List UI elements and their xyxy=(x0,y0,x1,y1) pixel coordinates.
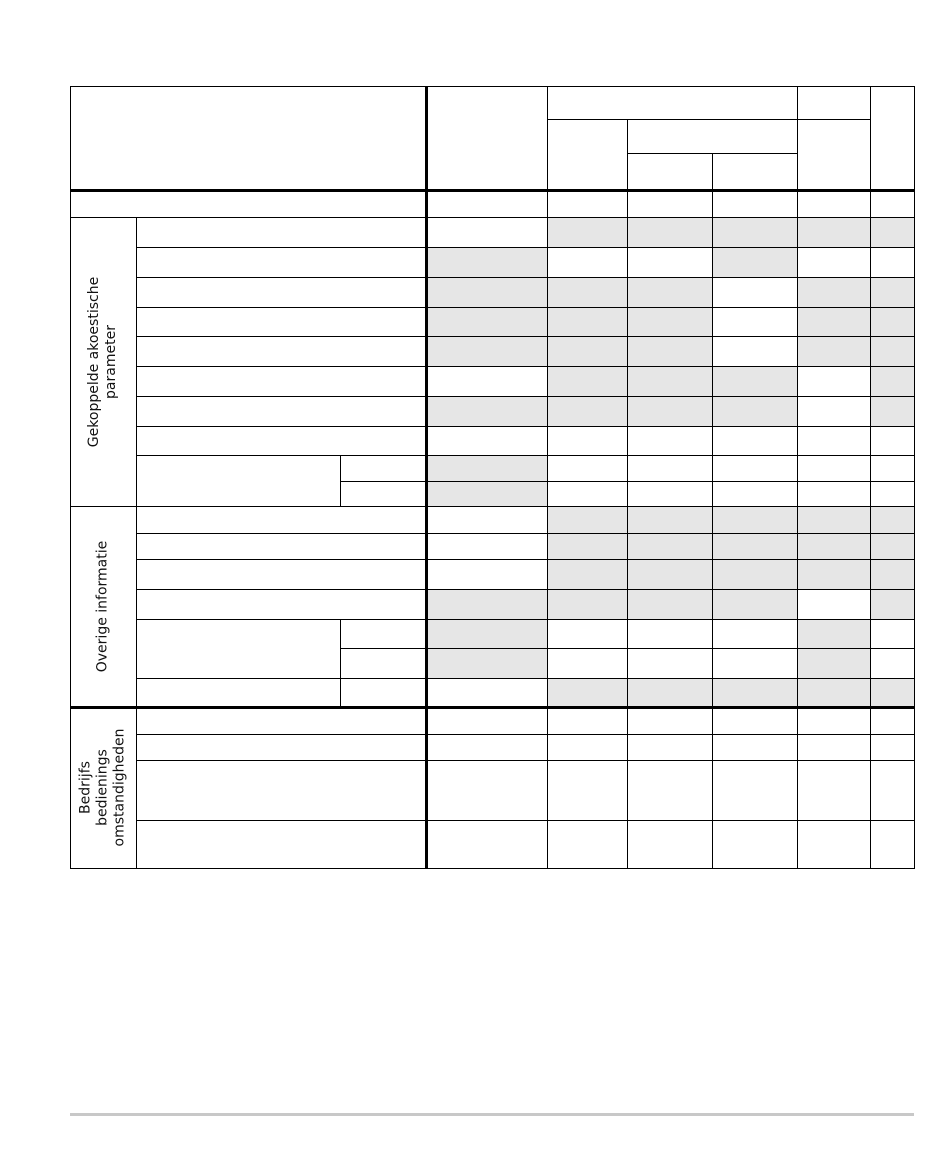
column-divider xyxy=(870,86,871,868)
footer-rule xyxy=(70,1113,914,1116)
column-divider xyxy=(712,190,713,868)
shaded-cell xyxy=(797,506,870,589)
shaded-cell xyxy=(870,336,914,366)
row-rule xyxy=(136,533,915,534)
row-rule xyxy=(136,277,915,278)
row-rule xyxy=(136,455,915,456)
shaded-cell xyxy=(797,307,870,336)
shaded-cell xyxy=(870,506,914,589)
shaded-cell xyxy=(547,307,627,336)
table-border-top xyxy=(70,86,915,87)
header-divider xyxy=(712,153,713,190)
shaded-cell xyxy=(627,396,712,426)
shaded-cell xyxy=(427,247,547,277)
shaded-cell xyxy=(427,307,547,336)
row-rule xyxy=(136,396,915,397)
row-rule xyxy=(136,559,915,560)
shaded-cell xyxy=(547,277,627,307)
shaded-cell xyxy=(427,336,547,366)
shaded-cell xyxy=(712,506,797,589)
shaded-cell xyxy=(627,277,712,307)
row-rule xyxy=(136,247,915,248)
row-rule xyxy=(136,336,915,337)
section-label-acoustic: Gekoppelde akoestische parameter xyxy=(86,276,120,447)
shaded-cell xyxy=(712,366,797,396)
row-rule xyxy=(340,648,915,649)
shaded-cell xyxy=(870,277,914,307)
shaded-cell xyxy=(547,217,627,247)
shaded-cell xyxy=(627,366,712,396)
row-rule-heavy xyxy=(70,189,915,192)
row-rule xyxy=(136,734,915,735)
shaded-cell xyxy=(427,396,547,426)
shaded-cell xyxy=(712,247,797,277)
sublabel-divider xyxy=(340,619,341,707)
shaded-cell xyxy=(627,336,712,366)
table-border-right xyxy=(914,86,915,869)
header-rule xyxy=(547,119,798,120)
shaded-cell xyxy=(712,678,797,707)
shaded-cell xyxy=(712,217,797,247)
row-rule xyxy=(136,820,915,821)
shaded-cell xyxy=(627,307,712,336)
shaded-cell xyxy=(547,366,627,396)
shaded-cell xyxy=(870,396,914,426)
shaded-cell xyxy=(627,678,712,707)
row-rule xyxy=(340,481,915,482)
shaded-cell xyxy=(797,217,870,247)
header-rule xyxy=(797,119,870,120)
shaded-cell xyxy=(712,396,797,426)
shaded-cell xyxy=(427,589,547,619)
shaded-cell xyxy=(870,217,914,247)
shaded-cell xyxy=(627,217,712,247)
section-label-operating: Bedrijfs bedienings omstandigheden xyxy=(77,728,128,847)
shaded-cell xyxy=(870,366,914,396)
column-divider-heavy xyxy=(425,86,428,868)
header-divider xyxy=(627,119,628,190)
shaded-cell xyxy=(627,506,712,589)
row-rule-heavy xyxy=(70,706,915,709)
shaded-cell xyxy=(870,307,914,336)
column-divider xyxy=(547,86,548,868)
row-rule xyxy=(136,589,915,590)
row-rule xyxy=(70,217,915,218)
shaded-cell xyxy=(547,678,627,707)
shaded-cell xyxy=(797,277,870,307)
row-rule xyxy=(136,366,915,367)
row-rule xyxy=(136,678,915,679)
section-divider xyxy=(136,217,137,868)
shaded-cell xyxy=(427,277,547,307)
shaded-cell xyxy=(547,396,627,426)
shaded-cell xyxy=(547,506,627,589)
table-border-bottom xyxy=(70,868,915,869)
shaded-cell xyxy=(712,589,797,619)
row-rule xyxy=(136,619,915,620)
section-label-other: Overige informatie xyxy=(94,540,111,673)
shaded-cell xyxy=(797,336,870,366)
shaded-cell xyxy=(627,589,712,619)
shaded-cell xyxy=(870,678,914,707)
row-rule xyxy=(136,426,915,427)
row-rule xyxy=(136,307,915,308)
shaded-cell xyxy=(797,678,870,707)
shaded-cell xyxy=(547,589,627,619)
row-rule xyxy=(70,506,915,507)
shaded-cell xyxy=(547,336,627,366)
column-divider xyxy=(797,86,798,868)
column-divider xyxy=(627,190,628,868)
row-rule xyxy=(136,760,915,761)
shaded-cell xyxy=(870,589,914,619)
